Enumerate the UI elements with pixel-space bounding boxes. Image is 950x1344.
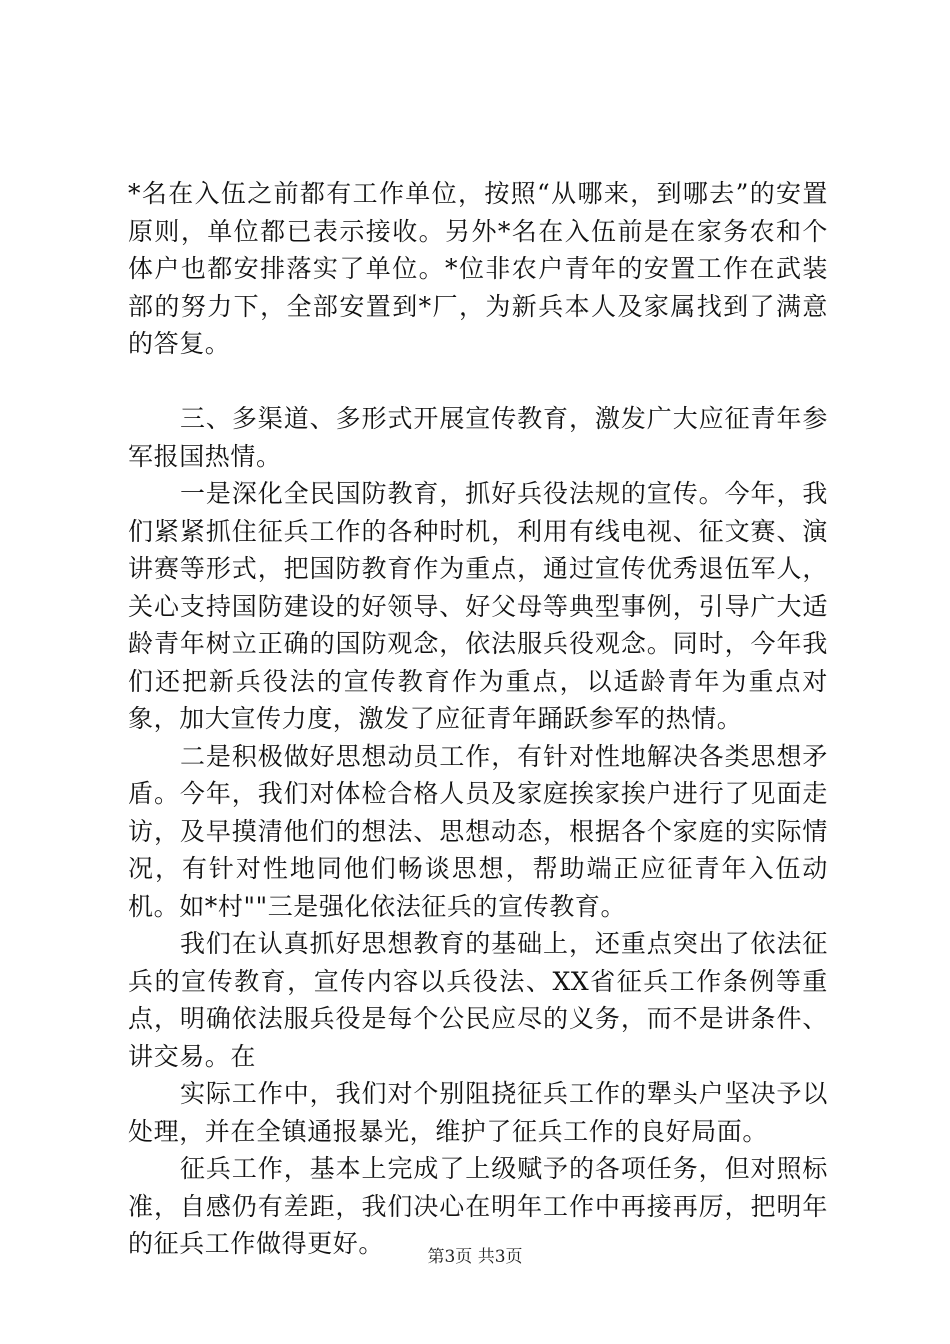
paragraph-continuation: *名在入伍之前都有工作单位，按照“从哪来，到哪去”的安置原则，单位都已表示接收。另外*名在入伍前是在家务农和个体户也都安排落实了单位。*位非农户青年的安置工作在武装部的努力下，全部安置到*厂，为新兵本人及家属找到了满意的答复。 [128,179,828,358]
section-heading-three: 三、多渠道、多形式开展宣传教育，激发广大应征青年参军报国热情。 [128,404,828,471]
paragraph-spacer [128,363,828,401]
paragraph-practical-work: 实际工作中，我们对个别阻挠征兵工作的犟头户坚决予以处理，并在全镇通报暴光，维护了征兵工作的良好局面。 [128,1079,828,1146]
document-body [128,175,828,1263]
paragraph-point-two: 二是积极做好思想动员工作，有针对性地解决各类思想矛盾。今年，我们对体检合格人员及家庭挨家挨户进行了见面走访，及早摸清他们的想法、思想动态，根据各个家庭的实际情况，有针对性地同他们畅谈思想，帮助端正应征青年入伍动机。如*村""三是强化依法征兵的宣传教育。 [128,741,828,921]
paragraph-conclusion: 征兵工作，基本上完成了上级赋予的各项任务，但对照标准，自感仍有差距，我们决心在明年工作中再接再厉，把明年的征兵工作做得更好。 [128,1154,828,1258]
paragraph-point-one: 一是深化全民国防教育，抓好兵役法规的宣传。今年，我们紧紧抓住征兵工作的各种时机，利用有线电视、征文赛、演讲赛等形式，把国防教育作为重点，通过宣传优秀退伍军人，关心支持国防建设的好领导、好父母等典型事例，引导广大适龄青年树立正确的国防观念，依法服兵役观念。同时，今年我们还把新兵役法的宣传教育作为重点，以适龄青年为重点对象，加大宣传力度，激发了应征青年踊跃参军的热情。 [128,479,828,733]
page-number-footer: 第3页 共3页 [427,1247,523,1267]
paragraph-legal-education: 我们在认真抓好思想教育的基础上，还重点突出了依法征兵的宣传教育，宣传内容以兵役法、XX省征兵工作条例等重点，明确依法服兵役是每个公民应尽的义务，而不是讲条件、讲交易。在 [128,929,828,1071]
